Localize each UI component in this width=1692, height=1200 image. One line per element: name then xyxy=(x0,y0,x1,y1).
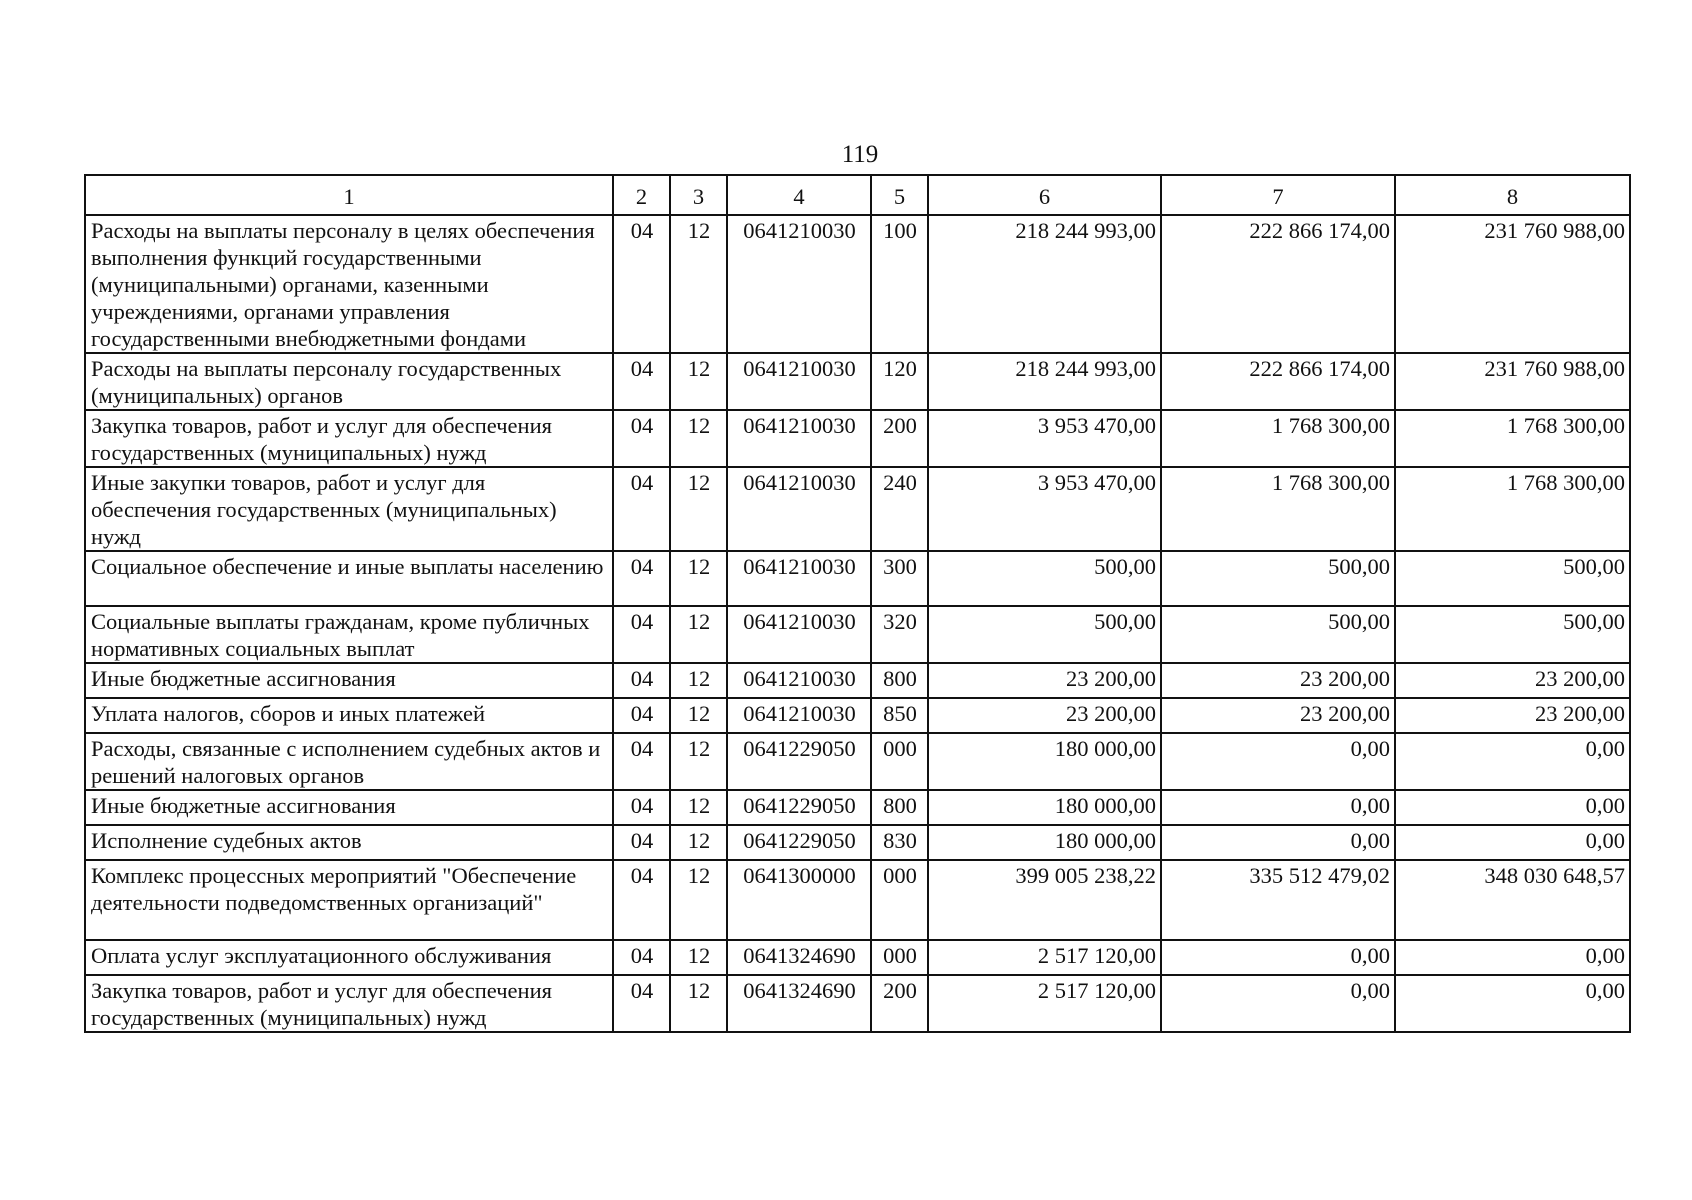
subsection-code-cell: 12 xyxy=(670,353,727,410)
expense-name-cell: Закупка товаров, работ и услуг для обеспечения государственных (муниципальных) нужд xyxy=(85,410,613,467)
header-cell-7: 7 xyxy=(1161,175,1395,215)
expense-name-cell: Расходы на выплаты персоналу государственных (муниципальных) органов xyxy=(85,353,613,410)
amount-col7-cell: 0,00 xyxy=(1161,975,1395,1032)
expense-type-cell: 800 xyxy=(871,663,928,698)
expense-name-cell: Иные бюджетные ассигнования xyxy=(85,790,613,825)
amount-col7-cell: 222 866 174,00 xyxy=(1161,215,1395,353)
amount-col8-cell: 348 030 648,57 xyxy=(1395,860,1630,940)
target-article-cell: 0641210030 xyxy=(727,467,871,551)
amount-col6-cell: 180 000,00 xyxy=(928,733,1161,790)
amount-col6-cell: 23 200,00 xyxy=(928,663,1161,698)
section-code-cell: 04 xyxy=(613,410,670,467)
subsection-code-cell: 12 xyxy=(670,733,727,790)
table-row xyxy=(85,215,1630,353)
expense-type-cell: 300 xyxy=(871,551,928,606)
amount-col8-cell: 0,00 xyxy=(1395,940,1630,975)
subsection-code-cell: 12 xyxy=(670,663,727,698)
table-row xyxy=(85,467,1630,551)
amount-col8-cell: 500,00 xyxy=(1395,606,1630,663)
amount-col7-cell: 0,00 xyxy=(1161,940,1395,975)
subsection-code-cell: 12 xyxy=(670,551,727,606)
expense-type-cell: 200 xyxy=(871,410,928,467)
expense-type-cell: 200 xyxy=(871,975,928,1032)
amount-col8-cell: 0,00 xyxy=(1395,825,1630,860)
target-article-cell: 0641210030 xyxy=(727,663,871,698)
amount-col7-cell: 335 512 479,02 xyxy=(1161,860,1395,940)
header-cell-6: 6 xyxy=(928,175,1161,215)
subsection-code-cell: 12 xyxy=(670,698,727,733)
expense-type-cell: 000 xyxy=(871,733,928,790)
table-row xyxy=(85,733,1630,790)
expense-type-cell: 850 xyxy=(871,698,928,733)
table-body xyxy=(85,215,1630,1032)
table-row xyxy=(85,551,1630,606)
amount-col8-cell: 23 200,00 xyxy=(1395,663,1630,698)
table-row xyxy=(85,410,1630,467)
section-code-cell: 04 xyxy=(613,467,670,551)
section-code-cell: 04 xyxy=(613,551,670,606)
section-code-cell: 04 xyxy=(613,860,670,940)
expense-name-cell: Расходы на выплаты персоналу в целях обеспечения выполнения функций государственными (муниципальными) органами, казенными учреждениями, органами управления государственными внебюджетными фондами xyxy=(85,215,613,353)
subsection-code-cell: 12 xyxy=(670,410,727,467)
amount-col6-cell: 180 000,00 xyxy=(928,790,1161,825)
target-article-cell: 0641210030 xyxy=(727,698,871,733)
amount-col8-cell: 500,00 xyxy=(1395,551,1630,606)
target-article-cell: 0641210030 xyxy=(727,551,871,606)
expense-type-cell: 120 xyxy=(871,353,928,410)
table-row xyxy=(85,940,1630,975)
amount-col7-cell: 500,00 xyxy=(1161,551,1395,606)
amount-col7-cell: 500,00 xyxy=(1161,606,1395,663)
table-row xyxy=(85,975,1630,1032)
table-row xyxy=(85,663,1630,698)
expense-name-cell: Иные закупки товаров, работ и услуг для обеспечения государственных (муниципальных) нужд xyxy=(85,467,613,551)
amount-col8-cell: 1 768 300,00 xyxy=(1395,410,1630,467)
expense-type-cell: 000 xyxy=(871,860,928,940)
subsection-code-cell: 12 xyxy=(670,606,727,663)
amount-col8-cell: 231 760 988,00 xyxy=(1395,215,1630,353)
expense-type-cell: 830 xyxy=(871,825,928,860)
amount-col6-cell: 500,00 xyxy=(928,551,1161,606)
expense-type-cell: 100 xyxy=(871,215,928,353)
target-article-cell: 0641324690 xyxy=(727,975,871,1032)
amount-col8-cell: 0,00 xyxy=(1395,975,1630,1032)
expense-name-cell: Закупка товаров, работ и услуг для обеспечения государственных (муниципальных) нужд xyxy=(85,975,613,1032)
amount-col6-cell: 218 244 993,00 xyxy=(928,353,1161,410)
amount-col7-cell: 23 200,00 xyxy=(1161,663,1395,698)
amount-col6-cell: 500,00 xyxy=(928,606,1161,663)
amount-col7-cell: 222 866 174,00 xyxy=(1161,353,1395,410)
expense-type-cell: 240 xyxy=(871,467,928,551)
amount-col6-cell: 218 244 993,00 xyxy=(928,215,1161,353)
amount-col7-cell: 1 768 300,00 xyxy=(1161,467,1395,551)
amount-col8-cell: 0,00 xyxy=(1395,790,1630,825)
table-row xyxy=(85,606,1630,663)
header-cell-8: 8 xyxy=(1395,175,1630,215)
amount-col6-cell: 23 200,00 xyxy=(928,698,1161,733)
amount-col7-cell: 0,00 xyxy=(1161,733,1395,790)
section-code-cell: 04 xyxy=(613,790,670,825)
section-code-cell: 04 xyxy=(613,215,670,353)
header-cell-2: 2 xyxy=(613,175,670,215)
budget-table xyxy=(84,174,1631,1033)
subsection-code-cell: 12 xyxy=(670,790,727,825)
section-code-cell: 04 xyxy=(613,733,670,790)
section-code-cell: 04 xyxy=(613,606,670,663)
page-number: 119 xyxy=(841,141,879,168)
subsection-code-cell: 12 xyxy=(670,825,727,860)
table-row xyxy=(85,698,1630,733)
subsection-code-cell: 12 xyxy=(670,975,727,1032)
amount-col7-cell: 0,00 xyxy=(1161,825,1395,860)
table-header xyxy=(85,175,1630,215)
section-code-cell: 04 xyxy=(613,975,670,1032)
expense-name-cell: Исполнение судебных актов xyxy=(85,825,613,860)
section-code-cell: 04 xyxy=(613,353,670,410)
subsection-code-cell: 12 xyxy=(670,215,727,353)
amount-col8-cell: 231 760 988,00 xyxy=(1395,353,1630,410)
expense-type-cell: 320 xyxy=(871,606,928,663)
amount-col6-cell: 3 953 470,00 xyxy=(928,410,1161,467)
table-row xyxy=(85,353,1630,410)
amount-col6-cell: 2 517 120,00 xyxy=(928,975,1161,1032)
target-article-cell: 0641300000 xyxy=(727,860,871,940)
amount-col7-cell: 0,00 xyxy=(1161,790,1395,825)
target-article-cell: 0641229050 xyxy=(727,733,871,790)
header-cell-4: 4 xyxy=(727,175,871,215)
table-row xyxy=(85,790,1630,825)
subsection-code-cell: 12 xyxy=(670,860,727,940)
section-code-cell: 04 xyxy=(613,698,670,733)
section-code-cell: 04 xyxy=(613,663,670,698)
expense-type-cell: 000 xyxy=(871,940,928,975)
expense-type-cell: 800 xyxy=(871,790,928,825)
header-cell-3: 3 xyxy=(670,175,727,215)
amount-col6-cell: 180 000,00 xyxy=(928,825,1161,860)
table-row xyxy=(85,825,1630,860)
amount-col7-cell: 23 200,00 xyxy=(1161,698,1395,733)
target-article-cell: 0641210030 xyxy=(727,215,871,353)
header-row xyxy=(85,175,1630,215)
subsection-code-cell: 12 xyxy=(670,940,727,975)
target-article-cell: 0641324690 xyxy=(727,940,871,975)
expense-name-cell: Уплата налогов, сборов и иных платежей xyxy=(85,698,613,733)
amount-col7-cell: 1 768 300,00 xyxy=(1161,410,1395,467)
amount-col6-cell: 2 517 120,00 xyxy=(928,940,1161,975)
header-cell-5: 5 xyxy=(871,175,928,215)
amount-col8-cell: 0,00 xyxy=(1395,733,1630,790)
expense-name-cell: Социальное обеспечение и иные выплаты населению xyxy=(85,551,613,606)
expense-name-cell: Иные бюджетные ассигнования xyxy=(85,663,613,698)
amount-col8-cell: 23 200,00 xyxy=(1395,698,1630,733)
expense-name-cell: Оплата услуг эксплуатационного обслуживания xyxy=(85,940,613,975)
target-article-cell: 0641229050 xyxy=(727,790,871,825)
amount-col8-cell: 1 768 300,00 xyxy=(1395,467,1630,551)
expense-name-cell: Расходы, связанные с исполнением судебных актов и решений налоговых органов xyxy=(85,733,613,790)
expense-name-cell: Социальные выплаты гражданам, кроме публичных нормативных социальных выплат xyxy=(85,606,613,663)
target-article-cell: 0641210030 xyxy=(727,410,871,467)
target-article-cell: 0641229050 xyxy=(727,825,871,860)
section-code-cell: 04 xyxy=(613,825,670,860)
subsection-code-cell: 12 xyxy=(670,467,727,551)
expense-name-cell: Комплекс процессных мероприятий "Обеспечение деятельности подведомственных организаций" xyxy=(85,860,613,940)
amount-col6-cell: 3 953 470,00 xyxy=(928,467,1161,551)
table-row xyxy=(85,860,1630,940)
target-article-cell: 0641210030 xyxy=(727,606,871,663)
header-cell-1: 1 xyxy=(85,175,613,215)
target-article-cell: 0641210030 xyxy=(727,353,871,410)
section-code-cell: 04 xyxy=(613,940,670,975)
amount-col6-cell: 399 005 238,22 xyxy=(928,860,1161,940)
